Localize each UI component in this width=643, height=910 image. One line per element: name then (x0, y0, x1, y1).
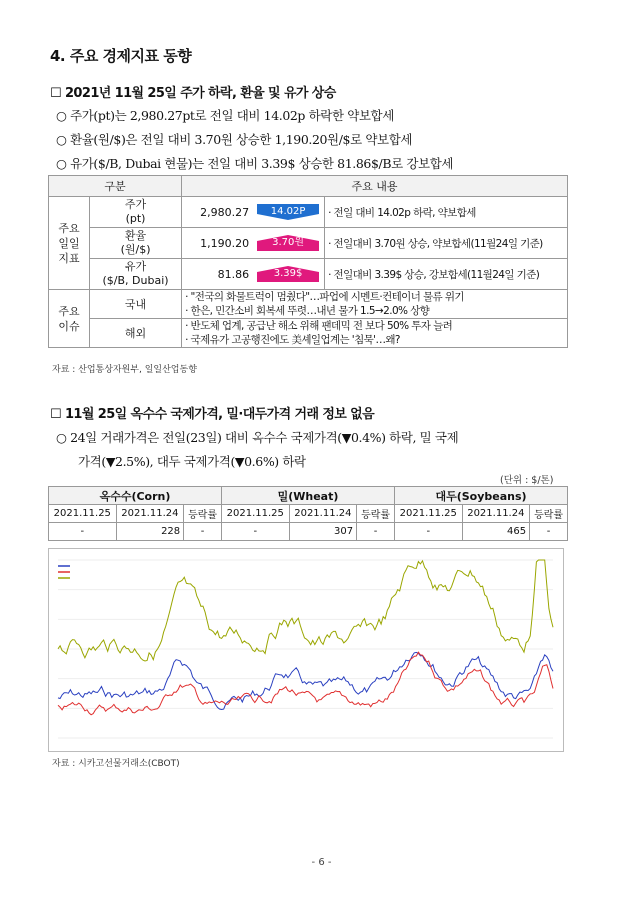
stock-note: · 전일 대비 14.02p 하락, 약보합세 (325, 197, 568, 228)
bullet-fx: ○ 환율(원/$)은 전일 대비 3.70원 상승한 1,190.20원/$로 약보합세 (56, 132, 413, 147)
domestic-issue-2: · 한은, 민간소비 회복세 뚜렷…내년 물가 1.5→2.0% 상향 (185, 305, 430, 317)
table-source: 자료 : 산업통상자원부, 일일산업동향 (52, 365, 197, 375)
indicator-table (48, 175, 568, 348)
grain-bullet-2: 가격(▼2.5%), 대두 국제가격(▼0.6%) 하락 (78, 454, 306, 469)
wheat-date1: 2021.11.25 (221, 505, 289, 523)
up-arrow-icon (257, 235, 319, 251)
grain-unit: (단위 : $/톤) (500, 475, 554, 486)
chart-frame (49, 549, 564, 752)
corn-val-1124: 228 (116, 523, 184, 541)
domestic-label: 국내 (90, 290, 182, 319)
corn-val-1125: - (49, 523, 117, 541)
wheat-val-1124: 307 (289, 523, 357, 541)
overseas-issue-2: · 국제유가 고공행진에도 美셰일업계는 '침묵'…왜? (185, 334, 400, 346)
grain-bullet-1: ○ 24일 거래가격은 전일(23일) 대비 옥수수 국제가격(▼0.4%) 하락, 밀 국제 (56, 430, 459, 445)
soy-val-1125: - (394, 523, 462, 541)
grain-table (48, 486, 568, 541)
wheat-rate: - (357, 523, 395, 541)
fx-label: 환율 (원/$) (90, 228, 182, 259)
chart-source: 자료 : 시카고선물거래소(CBOT) (52, 759, 180, 769)
corn-rate: - (184, 523, 222, 541)
soy-val-1124: 465 (462, 523, 530, 541)
wheat-head: 밀(Wheat) (221, 487, 394, 505)
overseas-label: 해외 (90, 319, 182, 348)
stock-change-cell (252, 197, 325, 228)
oil-note: · 전일대비 3.39$ 상승, 강보합세(11월24일 기준) (325, 259, 568, 290)
soy-date2: 2021.11.24 (462, 505, 530, 523)
oil-change: 3.39$ (273, 268, 303, 279)
bullet-stock: ○ 주가(pt)는 2,980.27pt로 전일 대비 14.02p 하락한 약보합세 (56, 108, 394, 123)
group-daily: 주요 일일 지표 (49, 197, 90, 290)
section-title: 4. 주요 경제지표 동향 (50, 47, 192, 65)
wheat-rate-head: 등락률 (357, 505, 395, 523)
grain-price-chart (48, 548, 564, 752)
page-number: - 6 - (311, 857, 332, 868)
section1-heading: ☐ 2021년 11월 25일 주가 하락, 환율 및 유가 상승 (50, 86, 336, 101)
oil-change-cell (252, 259, 325, 290)
wheat-date2: 2021.11.24 (289, 505, 357, 523)
th-category: 구분 (49, 176, 182, 197)
oil-value: 81.86 (182, 259, 253, 290)
stock-change: 14.02P (270, 206, 306, 217)
oil-label: 유가 ($/B, Dubai) (90, 259, 182, 290)
soy-head: 대두(Soybeans) (394, 487, 567, 505)
wheat-val-1125: - (221, 523, 289, 541)
corn-rate-head: 등락률 (184, 505, 222, 523)
th-content: 주요 내용 (182, 176, 568, 197)
fx-value: 1,190.20 (182, 228, 253, 259)
group-issue: 주요 이슈 (49, 290, 90, 348)
stock-value: 2,980.27 (182, 197, 253, 228)
overseas-issues (182, 319, 568, 348)
corn-date2: 2021.11.24 (116, 505, 184, 523)
domestic-issues (182, 290, 568, 319)
section2-heading: ☐ 11월 25일 옥수수 국제가격, 밀·대두가격 거래 정보 없음 (50, 407, 375, 422)
soy-date1: 2021.11.25 (394, 505, 462, 523)
bullet-oil: ○ 유가($/B, Dubai 현물)는 전일 대비 3.39$ 상승한 81.86$/B로 강보합세 (56, 156, 454, 171)
overseas-issue-1: · 반도체 업계, 공급난 해소 위해 팬데믹 전 보다 50% 투자 늘려 (185, 320, 453, 332)
corn-date1: 2021.11.25 (49, 505, 117, 523)
corn-head: 옥수수(Corn) (49, 487, 222, 505)
fx-note: · 전일대비 3.70원 상승, 약보합세(11월24일 기준) (325, 228, 568, 259)
soy-rate: - (530, 523, 568, 541)
fx-change-cell (252, 228, 325, 259)
up-arrow-icon (257, 266, 319, 282)
down-arrow-icon (257, 204, 319, 220)
stock-label: 주가 (pt) (90, 197, 182, 228)
soy-rate-head: 등락률 (530, 505, 568, 523)
domestic-issue-1: · "전국의 화물트럭이 멈췄다"…파업에 시멘트·컨테이너 물류 위기 (185, 291, 464, 303)
fx-change: 3.70원 (272, 237, 305, 248)
